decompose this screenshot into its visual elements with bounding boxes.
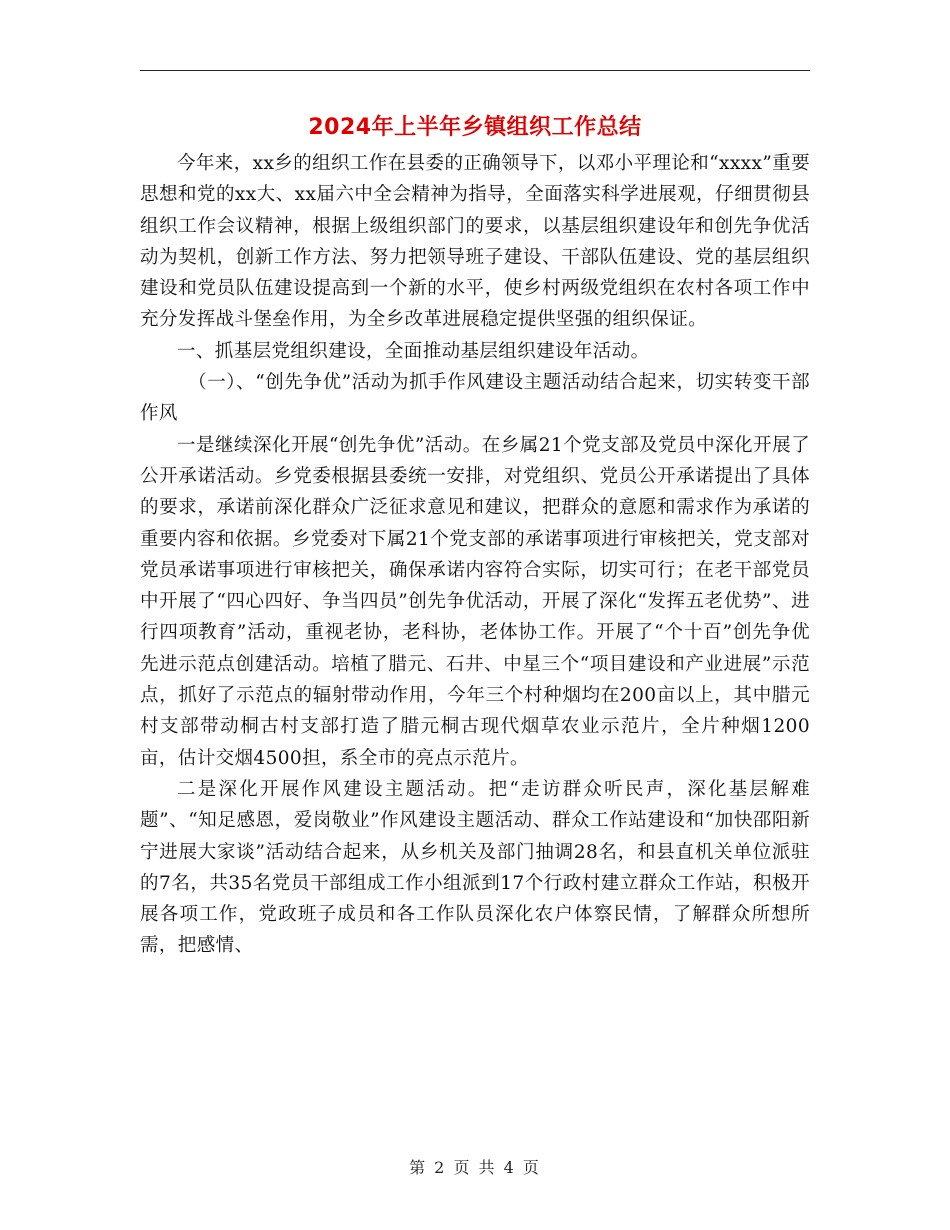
page-number-footer: 第 2 页 共 4 页 xyxy=(409,1158,541,1177)
document-title: 2024年上半年乡镇组织工作总结 xyxy=(308,115,642,140)
paragraph-intro: 今年来，xx乡的组织工作在县委的正确领导下，以邓小平理论和“xxxx”重要思想和党的xx大、xx届六中全会精神为指导，全面落实科学进展观，仔细贯彻县组织工作会议精神，根据上级组织部门的要求，以基层组织建设年和创先争优活动为契机，创新工作方法、努力把领导班子建设、干部队伍建设、党的基层组织建设和党员队伍建设提高到一个新的水平，使乡村两级党组织在农村各项工作中充分发挥战斗堡垒作用，为全乡改革进展稳定提供坚强的组织保证。 xyxy=(140,153,810,331)
document-body xyxy=(140,148,810,962)
subsection-heading-1: （一）、“创先争优”活动为抓手作风建设主题活动结合起来，切实转变干部作风 xyxy=(140,372,810,425)
section-heading-1: 一、抓基层党组织建设，全面推动基层组织建设年活动。 xyxy=(177,340,650,362)
paragraph-item-2: 二是深化开展作风建设主题活动。把“走访群众听民声，深化基层解难题”、“知足感恩，爱岗敬业”作风建设主题活动、群众工作站建设和“加快邵阳新宁进展大家谈”活动结合起来，从乡机关及部门抽调28名，和县直机关单位派驻的7名，共35名党员干部组成工作小组派到17个行政村建立群众工作站，积极开展各项工作，党政班子成员和各工作队员深化农户体察民情，了解群众所想所需，把感情、 xyxy=(140,778,810,957)
header-rule xyxy=(140,70,810,71)
paragraph-item-1: 一是继续深化开展“创先争优”活动。在乡属21个党支部及党员中深化开展了公开承诺活动。乡党委根据县委统一安排，对党组织、党员公开承诺提出了具体的要求，承诺前深化群众广泛征求意见和建议，把群众的意愿和需求作为承诺的重要内容和依据。乡党委对下属21个党支部的承诺事项进行审核把关，党支部对党员承诺事项进行审核把关，确保承诺内容符合实际，切实可行；在老干部党员中开展了“四心四好、争当四员”创先争优活动，开展了深化“发挥五老优势”、进行四项教育”活动，重视老协，老科协，老体协工作。开展了“个十百”创先争优先进示范点创建活动。培植了腊元、石井、中星三个“项目建设和产业进展”示范点，抓好了示范点的辐射带动作用，今年三个村种烟均在200亩以上，其中腊元村支部带动桐古村支部打造了腊元桐古现代烟草农业示范片，全片种烟1200亩，估计交烟4500担，系全市的亮点示范片。 xyxy=(140,434,810,769)
